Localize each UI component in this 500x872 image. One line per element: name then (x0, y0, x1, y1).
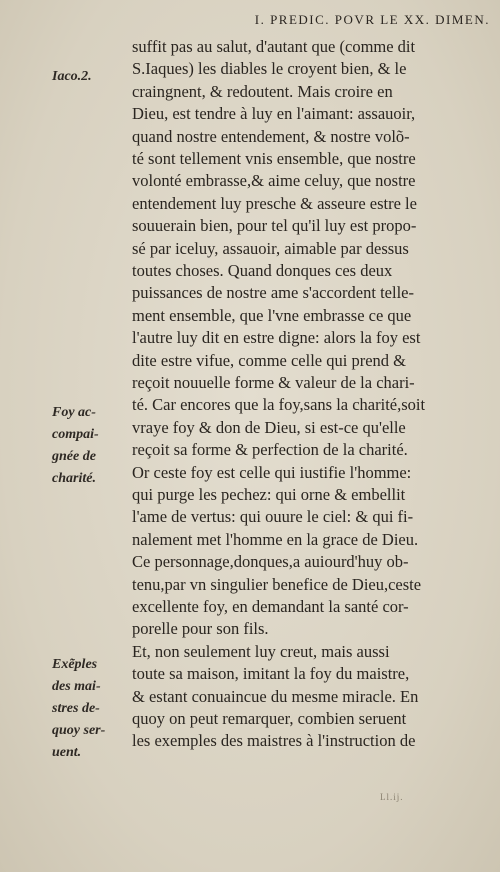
text-line: quoy on peut remarquer, combien seruent (132, 709, 407, 728)
margin-note-exemples-4: quoy ser- (52, 723, 106, 738)
signature-mark: Ll.ij. (380, 792, 404, 802)
margin-note-foy-1: Foy ac- (52, 405, 96, 420)
text-line: vraye foy & don de Dieu, si est-ce qu'elle (132, 417, 406, 437)
text-line: sé par iceluy, assauoir, aimable par dessus (132, 238, 409, 258)
text-line: Ce personnage,donques,a auiourd'huy ob- (132, 552, 409, 572)
margin-note-foy-3: gnée de (52, 449, 96, 464)
text-line: toutes choses. Quand donques ces deux (132, 261, 393, 280)
text-line: excellente foy, en demandant la santé cor- (132, 597, 409, 616)
margin-note-foy-2: compai- (52, 427, 99, 442)
text-line: S.Iaques) les diables le croyent bien, & le (132, 59, 407, 79)
text-line: les exemples des maistres à l'instruction de (132, 731, 416, 751)
margin-note-exemples-5: uent. (52, 745, 82, 760)
text-line: & estant conuaincue du mesme miracle. En (132, 686, 419, 706)
text-line: toute sa maison, imitant la foy du maistre, (132, 664, 410, 684)
text-line: tenu,par vn singulier benefice de Dieu,ceste (132, 574, 422, 594)
text-line: entendement luy presche & asseure estre le (132, 193, 417, 213)
text-line: nalement met l'homme en la grace de Dieu. (132, 529, 419, 549)
text-line: puissances de nostre ame s'accordent telle- (132, 283, 414, 303)
text-line: ment ensemble, que l'vne embrasse ce que (132, 305, 412, 325)
text-line: qui purge les pechez: qui orne & embellit (132, 485, 406, 504)
text-line: porelle pour son fils. (132, 619, 269, 639)
text-line: l'autre luy dit en estre digne: alors la foy est (132, 328, 421, 348)
text-line: Dieu, est tendre à luy en l'aimant: assauoir, (132, 104, 416, 124)
text-line: l'ame de vertus: qui ouure le ciel: & qui fi- (132, 507, 414, 527)
text-line: craingnent, & redoutent. Mais croire en (132, 81, 393, 101)
text-line: dite estre vifue, comme celle qui prend & (132, 350, 406, 370)
text-line: reçoit sa forme & perfection de la charité. (132, 440, 408, 460)
margin-note-foy-4: charité. (52, 471, 96, 486)
margin-note-exemples-3: stres de- (52, 701, 100, 716)
text-line: Or ceste foy est celle qui iustifie l'homme: (132, 462, 412, 482)
text-line: té sont tellement vnis ensemble, que nostre (132, 149, 416, 168)
text-line: souuerain bien, pour tel qu'il luy est propo- (132, 216, 417, 236)
text-line: Et, non seulement luy creut, mais aussi (132, 641, 390, 661)
text-line: té. Car encores que la foy,sans la charité,soit (132, 395, 426, 415)
margin-note-exemples-2: des mai- (52, 679, 101, 694)
running-header: I. PREDIC. POVR LE XX. DIMEN. (254, 12, 490, 27)
text-line: volonté embrasse,& aime celuy, que nostre (132, 171, 416, 191)
margin-note-iaco: Iaco.2. (52, 69, 92, 84)
text-line: quand nostre entendement, & nostre volõ- (132, 126, 410, 146)
text-line: reçoit nouuelle forme & valeur de la chari- (132, 373, 415, 392)
margin-note-exemples-1: Exẽples (52, 657, 98, 672)
text-line: suffit pas au salut, d'autant que (comme dit (132, 37, 416, 56)
